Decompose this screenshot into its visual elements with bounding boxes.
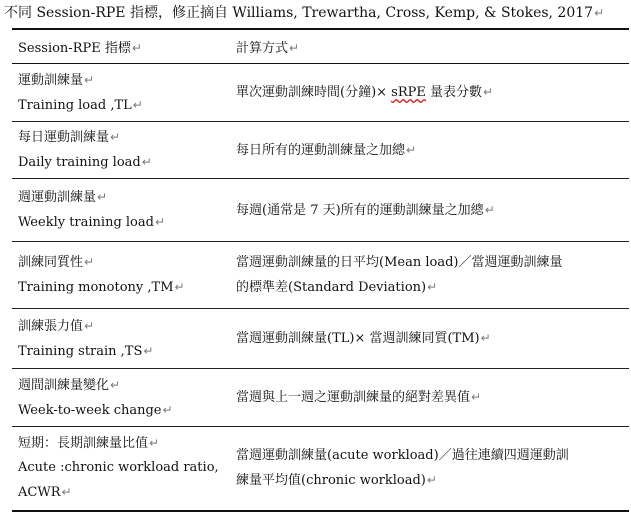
header-method	[230, 29, 629, 64]
table-row	[12, 122, 629, 179]
paragraph-mark-icon: ↵	[406, 142, 417, 157]
indicator-name-en: ACWR	[18, 485, 61, 501]
method-text: 的標準差(Standard Deviation)	[236, 279, 427, 295]
paragraph-mark-icon: ↵	[149, 436, 160, 451]
table-row	[12, 242, 629, 309]
table-row	[12, 64, 629, 122]
indicator-name-zh: 週間訓練量變化	[18, 377, 110, 393]
paragraph-mark-icon: ↵	[132, 97, 143, 112]
paragraph-mark-icon: ↵	[162, 402, 173, 417]
method-cell	[230, 64, 629, 122]
method-text: 當週運動訓練量的日平均(Mean load)／當週運動訓練量	[236, 254, 563, 270]
method-text-srpe: sRPE	[391, 85, 426, 100]
indicator-name-en: Training monotony ,TM	[18, 280, 174, 295]
paragraph-mark-icon: ↵	[143, 343, 154, 358]
indicator-name-zh: 運動訓練量	[18, 72, 84, 88]
method-text: 練量平均值(chronic workload)	[236, 472, 426, 488]
indicator-name-zh: 每日運動訓練量	[18, 130, 110, 145]
paragraph-mark-icon: ↵	[110, 377, 121, 392]
paragraph-mark-icon: ↵	[426, 472, 437, 487]
table-row	[12, 309, 629, 369]
paragraph-mark-icon: ↵	[84, 318, 95, 333]
indicator-cell	[12, 427, 230, 511]
indicator-name-en: Acute :chronic workload ratio,	[18, 460, 219, 476]
indicator-cell	[12, 369, 230, 427]
method-text: 每週(通常是 7 天)所有的運動訓練量之加總	[236, 202, 484, 218]
method-text: 當週運動訓練量(acute workload)／過往連續四週運動訓	[236, 447, 569, 463]
session-rpe-table	[12, 28, 629, 512]
paragraph-mark-icon: ↵	[289, 41, 300, 55]
indicator-name-en: Training strain ,TS	[18, 343, 143, 359]
paragraph-mark-icon: ↵	[61, 485, 72, 500]
indicator-name-en: Daily training load	[18, 155, 141, 170]
method-text: 當週運動訓練量(TL)× 當週訓練同質(TM)	[236, 331, 480, 346]
method-cell	[230, 122, 629, 179]
table-caption	[4, 4, 629, 22]
method-text: 量表分數	[425, 85, 483, 100]
paragraph-mark-icon: ↵	[471, 390, 482, 404]
indicator-name-en: Weekly training load	[18, 215, 154, 230]
header-indicator	[12, 29, 230, 64]
indicator-name-zh: 短期：長期訓練量比值	[18, 436, 149, 452]
method-text: 當週與上一週之運動訓練量的絕對差異值	[236, 390, 471, 405]
header-method-label: 計算方式	[236, 41, 289, 56]
table-header-row	[12, 29, 629, 64]
paragraph-mark-icon: ↵	[484, 202, 495, 217]
caption-text: 不同 Session-RPE 指標，修正摘自 Williams, Trewartha, Cross, Kemp, & Stokes, 2017	[4, 5, 594, 21]
indicator-cell	[12, 179, 230, 242]
indicator-name-en: Week-to-week change	[18, 402, 162, 418]
paragraph-mark-icon: ↵	[84, 72, 95, 87]
method-cell	[230, 369, 629, 427]
indicator-cell	[12, 64, 230, 122]
indicator-cell	[12, 309, 230, 369]
paragraph-mark-icon: ↵	[141, 155, 152, 169]
paragraph-mark-icon: ↵	[97, 190, 108, 204]
method-text: 每日所有的運動訓練量之加總	[236, 142, 406, 158]
method-cell	[230, 242, 629, 309]
method-cell	[230, 309, 629, 369]
paragraph-mark-icon: ↵	[131, 41, 142, 55]
paragraph-mark-icon: ↵	[480, 331, 491, 345]
table-row	[12, 179, 629, 242]
indicator-name-zh: 訓練張力值	[18, 318, 84, 334]
method-cell	[230, 427, 629, 511]
paragraph-mark-icon: ↵	[84, 255, 95, 269]
paragraph-mark-icon: ↵	[154, 215, 166, 229]
paragraph-mark-icon: ↵	[483, 85, 494, 99]
indicator-name-en: Training load ,TL	[18, 97, 132, 113]
paragraph-mark-icon: ↵	[594, 6, 605, 20]
table-row	[12, 369, 629, 427]
method-cell	[230, 179, 629, 242]
paragraph-mark-icon: ↵	[174, 280, 185, 294]
indicator-cell	[12, 242, 230, 309]
method-text: 單次運動訓練時間(分鐘)×	[236, 85, 392, 100]
paragraph-mark-icon: ↵	[110, 130, 121, 144]
paragraph-mark-icon: ↵	[427, 279, 438, 294]
table-row	[12, 427, 629, 511]
header-indicator-label: Session-RPE 指標	[18, 41, 131, 56]
indicator-name-zh: 週運動訓練量	[18, 190, 97, 205]
indicator-name-zh: 訓練同質性	[18, 255, 84, 270]
indicator-cell	[12, 122, 230, 179]
